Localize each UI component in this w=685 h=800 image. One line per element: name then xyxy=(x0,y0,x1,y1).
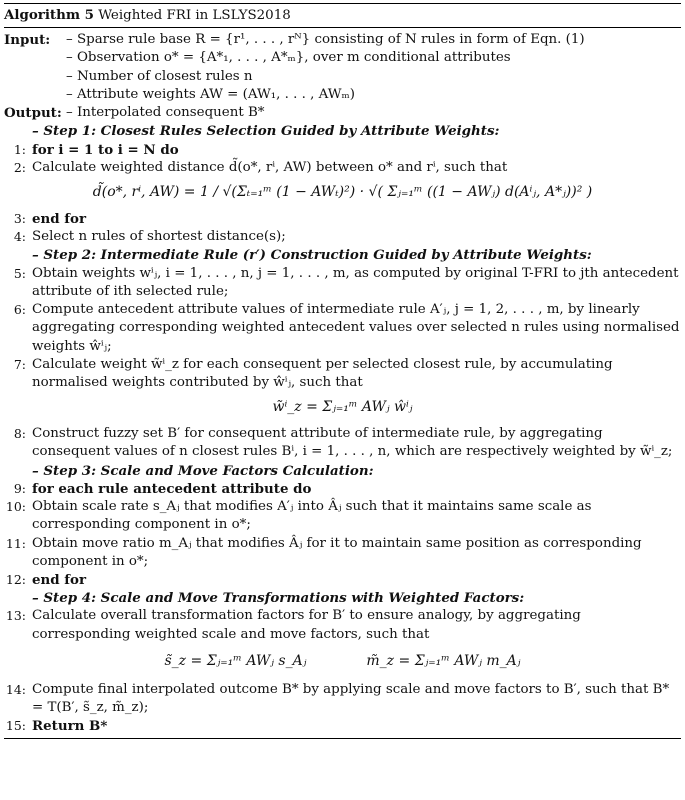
line-11: 11: Obtain move ratio m_Aⱼ that modifies Âⱼ for it to maintain same position as corresponding component in o*; xyxy=(5,535,642,569)
input-item-3: – Attribute weights AW = (AW₁, . . . , AWₘ) xyxy=(66,86,355,102)
equation-consequent-weight: w̃ⁱ_z = Σⱼ₌₁ᵐ AWⱼ ŵⁱⱼ xyxy=(272,399,413,416)
line-2: 2: Calculate weighted distance d̃(o*, rⁱ, AW) between o* and rⁱ, such that xyxy=(13,159,508,175)
step-2-heading: – Step 2: Intermediate Rule (r′) Construction Guided by Attribute Weights: xyxy=(32,247,592,264)
algorithm-body xyxy=(4,28,681,735)
line-15: 15: Return B* xyxy=(5,718,108,735)
equation-transformation-factors xyxy=(4,652,681,671)
algorithm-page xyxy=(0,3,685,800)
step-1-heading: – Step 1: Closest Rules Selection Guided by Attribute Weights: xyxy=(32,123,500,140)
algorithm-label: Algorithm 5 xyxy=(4,7,94,23)
input-label: Input: xyxy=(4,32,51,49)
output-label: Output: xyxy=(4,105,62,122)
line-7: 7: Calculate weight w̃ⁱ_z for each consequent per selected closest rule, by accumulating normalised weights contributed by ŵⁱⱼ, such that xyxy=(13,356,613,390)
line-1: 1: for i = 1 to i = N do xyxy=(13,141,179,158)
step-3-heading: – Step 3: Scale and Move Factors Calculation: xyxy=(32,462,374,479)
line-8: 8: Construct fuzzy set B′ for consequent attribute of intermediate rule, by aggregating consequent values of n closest rules Bⁱ, i = 1, . . . , n, which are respectively weighted by w̃ⁱ_z; xyxy=(13,426,673,460)
line-12: 12: end for xyxy=(5,571,87,588)
algorithm-title xyxy=(4,4,681,27)
input-block xyxy=(4,31,681,49)
output-block xyxy=(4,104,681,122)
output-text: – Interpolated consequent B* xyxy=(66,105,265,121)
line-14: 14: Compute final interpolated outcome B* by applying scale and move factors to B′, such that B* = T(B′, s̃_z, m̃_z); xyxy=(5,681,670,716)
line-6: 6: Compute antecedent attribute values of intermediate rule A′ⱼ, j = 1, 2, . . . , m, by linearly aggregating corresponding weighted antecedent values over selected n rules using normalised weights ŵⁱⱼ; xyxy=(13,302,680,354)
input-item-1: – Observation o* = {A*₁, . . . , A*ₘ}, over m conditional attributes xyxy=(66,50,511,66)
step-4-heading: – Step 4: Scale and Move Transformations with Weighted Factors: xyxy=(32,590,525,607)
input-item-0: – Sparse rule base R = {r¹, . . . , rᴺ} consisting of N rules in form of Eqn. (1) xyxy=(66,32,585,48)
input-item-2: – Number of closest rules n xyxy=(66,68,253,84)
line-4: 4: Select n rules of shortest distance(s); xyxy=(13,229,286,245)
bottom-rule xyxy=(4,738,681,739)
line-13: 13: Calculate overall transformation factors for B′ to ensure analogy, by aggregating corresponding weighted scale and move factors, such that xyxy=(5,608,581,642)
line-3: 3: end for xyxy=(13,211,87,227)
algorithm-name: Weighted FRI in LSLYS2018 xyxy=(98,8,291,23)
line-10: 10: Obtain scale rate s_Aⱼ that modifies A′ⱼ into Âⱼ such that it maintains same scale as corresponding component in o*; xyxy=(5,499,592,533)
line-5: 5: Obtain weights wⁱⱼ, i = 1, . . . , n, j = 1, . . . , m, as computed by original T-FRI to jth antecedent attribute of ith selected rule; xyxy=(13,265,679,299)
equation-weighted-distance: d̃(o*, rⁱ, AW) = 1 / √(Σₜ₌₁ᵐ (1 − AWₜ)²) · √( Σⱼ₌₁ᵐ ((1 − AWⱼ) d(Aⁱⱼ, A*ⱼ))² ) xyxy=(92,183,593,200)
equation-scale-factor: s̃_z = Σⱼ₌₁ᵐ AWⱼ s_Aⱼ xyxy=(164,652,307,669)
line-9: 9: for each rule antecedent attribute do xyxy=(13,480,312,497)
equation-move-factor: m̃_z = Σⱼ₌₁ᵐ AWⱼ m_Aⱼ xyxy=(366,652,521,669)
